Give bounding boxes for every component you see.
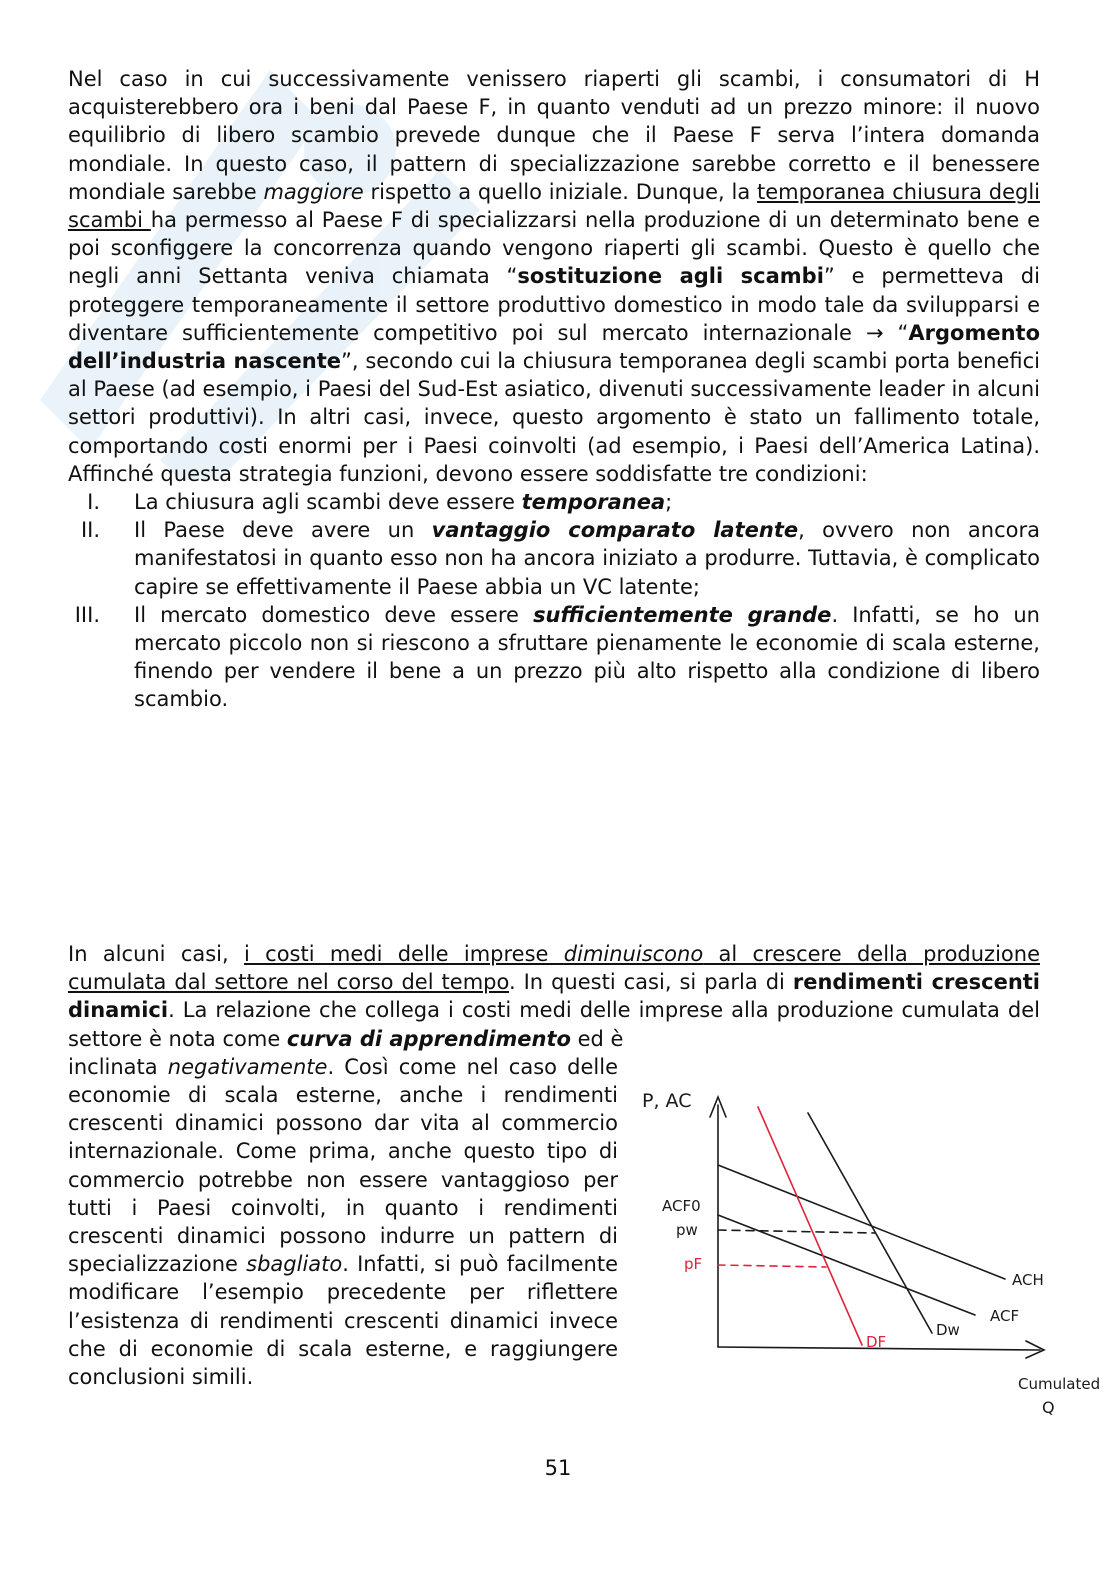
list-item: III. Il mercato domestico deve essere sufficientemente grande. Infatti, se ho un mercato piccolo non si riescono a sfruttare pienamente le economie di scala esterne, finendo per vendere il bene a un prezzo più alto rispetto alla condizione di libero scambio. [74,602,1040,712]
label-pf: pF [684,1255,703,1273]
paragraph-rendimenti-dinamici: In alcuni casi, i costi medi delle imprese diminuiscono al crescere della produzione cumulata dal settore nel corso del tempo. In questi casi, si parla di rendimenti crescenti dinamici. La relazione che collega i costi medi delle imprese alla produzione cumulata del settore è nota come curva di apprendimento ed è [68,942,1041,1051]
arrow-icon: → [865,320,884,345]
list-item: II. Il Paese deve avere un vantaggio comparato latente, ovvero non ancora manifestatosi in quanto esso non ha ancora iniziato a produrre. Tuttavia, è complicato capire se effettivamente il Paese abbia un VC latente; [80,518,1040,599]
y-axis-label: P, AC [642,1090,692,1112]
label-df: DF [866,1333,887,1351]
label-ac-h: ACH [1012,1271,1044,1289]
pw-dashed-line [718,1230,875,1233]
conditions-list [68,488,1040,714]
pf-dashed-line [718,1265,826,1267]
label-pw: pw [676,1221,698,1239]
page-content [68,65,1040,714]
paragraph-curva-apprendimento: inclinata negativamente. Così come nel caso delle economie di scala esterne, anche i rendimenti crescenti dinamici possono dar vita al commercio internazionale. Come prima, anche questo tipo di commercio potrebbe non essere vantaggioso per tutti i Paesi coinvolti, in quanto i rendimenti crescenti dinamici possono indurre un pattern di specializzazione sbagliato. Infatti, si può facilmente modificare l’esempio precedente per riflettere l’esistenza di rendimenti crescenti dinamici invece che di economie di scala esterne, e raggiungere conclusioni simili. [68,1054,618,1390]
label-ac-f: ACF [990,1307,1020,1325]
page-number: 51 [544,1456,572,1480]
ac-h-curve [718,1165,1005,1279]
demand-f-curve [758,1107,862,1345]
paragraph-libero-scambio: Nel caso in cui successivamente venissero riaperti gli scambi, i consumatori di H acquisterebbero ora i beni dal Paese F, in quanto venduti ad un prezzo minore: il nuovo equilibrio di libero scambio prevede dunque che il Paese F serva l’intera domanda mondiale. In questo caso, il pattern di specializzazione sarebbe corretto e il benessere mondiale sarebbe maggiore rispetto a quello iniziale. Dunque, la temporanea chiusura degli scambi ha permesso al Paese F di specializzarsi nella produzione di un determinato bene e poi sconfiggere la concorrenza quando vengono riaperti gli scambi. Questo è quello che negli anni Settanta veniva chiamata “sostituzione agli scambi” e permetteva di proteggere temporaneamente il settore produttivo domestico in modo tale da svilupparsi e diventare sufficientemente competitivo poi sul mercato internazionale → “Argomento dell’industria nascente”, secondo cui la chiusura temporanea degli scambi porta benefici al Paese (ad esempio, i Paesi del Sud-Est asiatico, divenuti successivamente leader in alcuni settori produttivi). In altri casi, invece, questo argomento è stato un fallimento totale, comportando costi enormi per i Paesi coinvolti (ad esempio, i Paesi dell’America Latina). Affinché questa strategia funzioni, devono essere soddisfatte tre condizioni: [68,67,1041,486]
x-axis-label-2: Q [1042,1398,1055,1417]
x-axis-label-1: Cumulated [1018,1375,1100,1393]
learning-curve-diagram [630,1075,1100,1425]
ac-f-curve [718,1215,975,1315]
demand-world-curve [808,1113,932,1333]
label-dw: Dw [936,1321,960,1339]
list-item: I. La chiusura agli scambi deve essere temporanea; [87,490,673,515]
label-ac-f0: ACF0 [662,1197,701,1215]
